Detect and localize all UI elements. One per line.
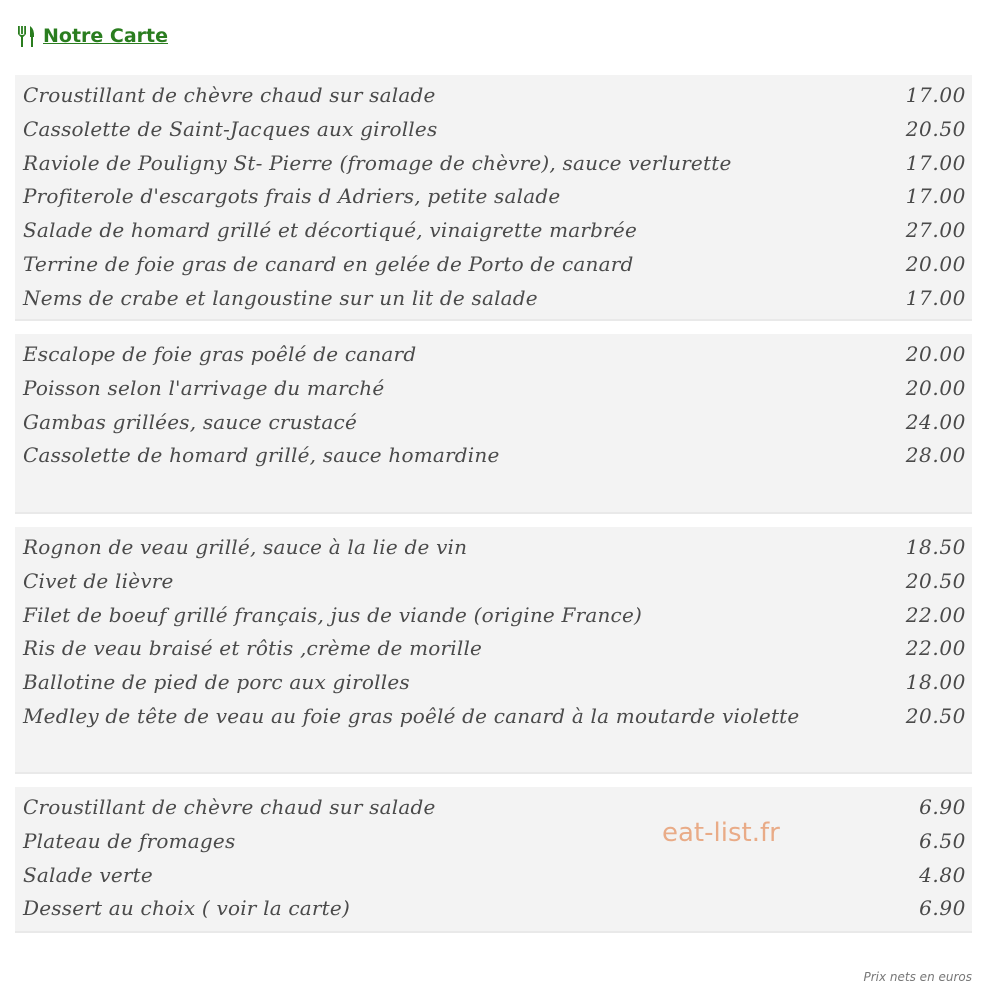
menu-item-name: Terrine de foie gras de canard en gelée de Porto de canard — [23, 251, 634, 276]
menu-item-price: 17.00 — [905, 184, 966, 209]
menu-item — [15, 632, 972, 666]
menu-item-price: 18.00 — [905, 670, 966, 695]
menu-item — [15, 825, 972, 859]
menu-item-name: Croustillant de chèvre chaud sur salade — [23, 83, 436, 107]
menu-section-starters — [15, 75, 972, 321]
menu-item — [15, 113, 972, 147]
menu-item-price: 18.50 — [905, 535, 966, 559]
menu-item — [15, 282, 972, 316]
menu-item-price: 22.00 — [905, 602, 966, 627]
menu-section-meat — [15, 527, 972, 774]
menu-item-price: 4.80 — [919, 862, 966, 887]
menu-item — [15, 180, 972, 214]
menu-section-fish — [15, 334, 972, 514]
menu-item-price: 20.00 — [905, 375, 966, 400]
menu-item-name: Dessert au choix ( voir la carte) — [23, 896, 350, 921]
menu-item-price: 20.50 — [905, 568, 966, 593]
menu-item-price: 20.00 — [905, 251, 966, 276]
menu-item-name: Cassolette de Saint-Jacques aux girolles — [23, 116, 438, 141]
menu-item — [15, 565, 972, 599]
menu-item — [15, 406, 972, 440]
menu-item-name: Croustillant de chèvre chaud sur salade — [23, 795, 436, 819]
menu-item-name: Ris de veau braisé et rôtis ,crème de morille — [23, 636, 483, 661]
price-footnote: Prix nets en euros — [863, 970, 972, 984]
page-header — [15, 22, 168, 50]
watermark: eat-list.fr — [662, 818, 780, 848]
menu-item — [15, 700, 972, 734]
menu-item-name: Raviole de Pouligny St- Pierre (fromage de chèvre), sauce verlurette — [23, 150, 732, 175]
menu-item-price: 28.00 — [905, 443, 966, 468]
fork-knife-icon — [15, 23, 41, 49]
menu-item-name: Nems de crabe et langoustine sur un lit de salade — [23, 285, 538, 310]
menu-item-name: Rognon de veau grillé, sauce à la lie de vin — [23, 535, 468, 559]
menu-item — [15, 147, 972, 181]
menu-item — [15, 859, 972, 893]
menu-item-price: 20.50 — [905, 116, 966, 141]
menu-item-name: Filet de boeuf grillé français, jus de viande (origine France) — [23, 602, 642, 627]
menu-item-name: Cassolette de homard grillé, sauce homardine — [23, 443, 500, 468]
menu-item — [15, 892, 972, 926]
menu-item-name: Medley de tête de veau au foie gras poêlé de canard à la moutarde violette — [23, 703, 800, 728]
menu-item — [15, 439, 972, 473]
menu-item — [15, 214, 972, 248]
menu-item — [15, 248, 972, 282]
menu-section-cheese-dessert — [15, 787, 972, 933]
menu-item-name: Escalope de foie gras poêlé de canard — [23, 342, 417, 366]
menu-item — [15, 372, 972, 406]
menu-item-price: 22.00 — [905, 636, 966, 661]
menu-item-name: Civet de lièvre — [23, 568, 174, 593]
menu-item-price: 17.00 — [905, 285, 966, 310]
menu-item-price: 17.00 — [905, 83, 966, 107]
menu-item-name: Plateau de fromages — [23, 828, 236, 853]
menu-item — [15, 791, 972, 825]
menu-item-price: 6.90 — [919, 896, 966, 921]
menu-item — [15, 666, 972, 700]
menu-item-name: Salade verte — [23, 862, 153, 887]
menu-item-price: 20.00 — [905, 342, 966, 366]
menu-item-name: Ballotine de pied de porc aux girolles — [23, 670, 410, 695]
menu-item-name: Profiterole d'escargots frais d Adriers, petite salade — [23, 184, 561, 209]
menu-item-price: 24.00 — [905, 409, 966, 434]
menu-item — [15, 531, 972, 565]
page-title[interactable]: Notre Carte — [43, 25, 169, 47]
menu-item-price: 27.00 — [905, 218, 966, 243]
menu-item-price: 6.90 — [919, 795, 966, 819]
menu-item — [15, 79, 972, 113]
menu-item-name: Salade de homard grillé et décortiqué, vinaigrette marbrée — [23, 218, 638, 243]
menu-item-name: Gambas grillées, sauce crustacé — [23, 409, 357, 434]
menu-item — [15, 338, 972, 372]
menu-item — [15, 599, 972, 633]
menu-item-price: 17.00 — [905, 150, 966, 175]
menu-item-price: 20.50 — [905, 703, 966, 728]
menu-item-price: 6.50 — [919, 828, 966, 853]
menu-item-name: Poisson selon l'arrivage du marché — [23, 375, 385, 400]
